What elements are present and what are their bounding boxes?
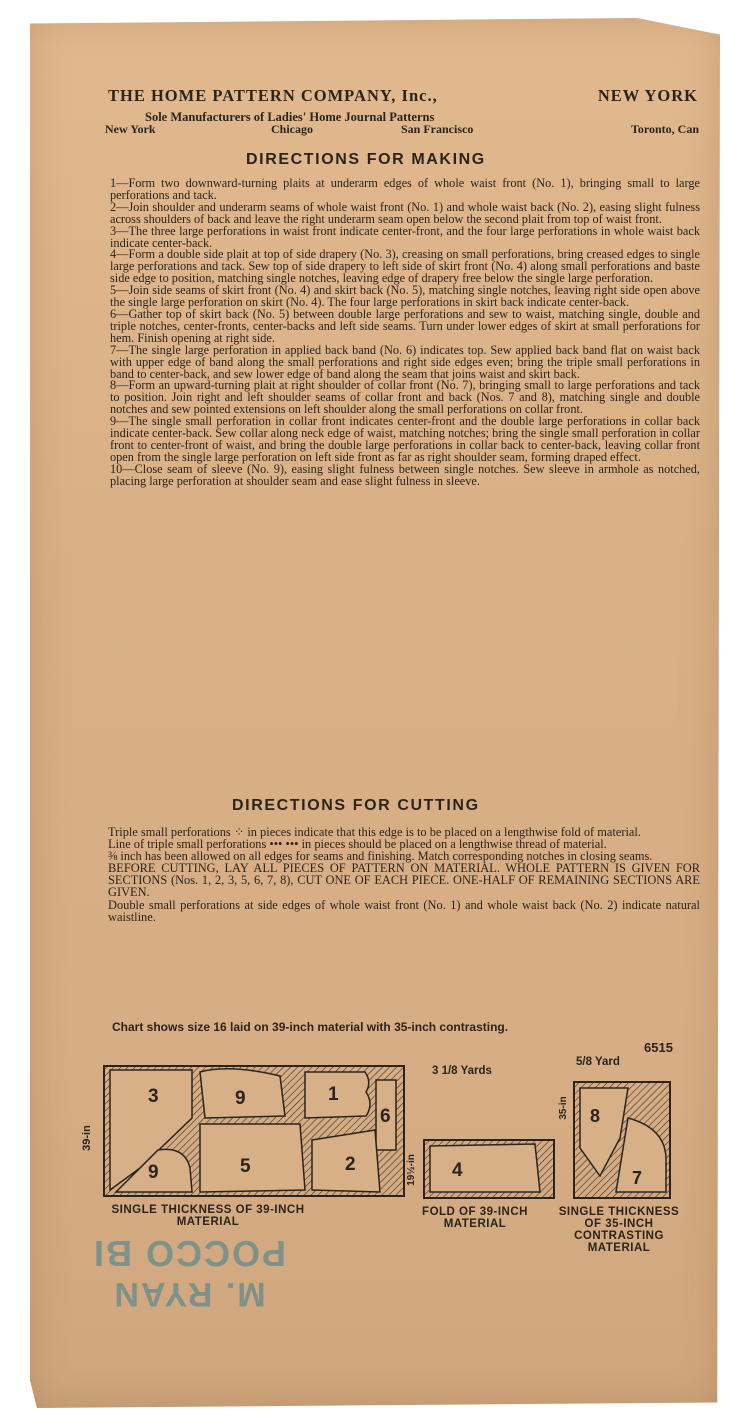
making-step: 1—Form two downward-turning plaits at underarm edges of whole waist front (No. 1), bringing small to large perforations and tack. <box>110 176 700 202</box>
label-fold-39: FOLD OF 39-INCH MATERIAL <box>422 1206 528 1230</box>
city-chicago: Chicago <box>271 122 313 136</box>
label-single-39: SINGLE THICKNESS OF 39-INCH MATERIAL <box>111 1204 305 1228</box>
company-subtitle: Sole Manufacturers of Ladies' Home Journal Patterns <box>145 110 435 124</box>
piece-label: 8 <box>590 1106 601 1126</box>
company-left: THE HOME PATTERN COMPANY, Inc., <box>108 86 438 105</box>
making-step: 3—The three large perforations in waist front indicate center-front, and the four large perforations in whole waist back indicate center-back. <box>110 223 700 250</box>
piece-label: 1 <box>328 1084 339 1105</box>
city-list <box>105 122 699 138</box>
cutting-title: DIRECTIONS FOR CUTTING <box>232 797 480 814</box>
ink-stamp <box>92 1232 286 1313</box>
making-title: DIRECTIONS FOR MAKING <box>246 151 486 168</box>
cutting-directions <box>108 826 700 923</box>
piece-label: 5 <box>240 1156 251 1177</box>
dim-19half: 19½-in <box>406 1154 417 1186</box>
making-step: 6—Gather top of skirt back (No. 5) between double large perforations and sew to waist, matching single, double and triple notches, center-fronts, center-backs and left side seams. Turn under lower edges of skirt at small perforations for hem. Finish opening at right side. <box>110 306 700 345</box>
making-step: 7—The single large perforation in applied back band (No. 6) indicates top. Sew applied back band flat on waist back with upper edge of band along the small perforations and right side edges even; bring the triple small perforations in band to center-back, and sew lower edge of band along the seam that joins waist and skirt back. <box>110 342 700 381</box>
layout-fold-39 <box>406 1065 554 1198</box>
making-step: 4—Form a double side plait at top of side drapery (No. 3), creasing on small perforations, bring creased edges to single large perforations and tack. Sew top of side drapery to left side of skirt front (No. 4) along small perforations and baste side edge to position, matching single notches, leaving edge of drapery free below the single large perforation. <box>110 247 700 286</box>
company-city: NEW YORK <box>597 86 698 105</box>
chart-note: Chart shows size 16 laid on 39-inch material with 35-inch contrasting. <box>112 1020 509 1034</box>
contrast-yardage: 5/8 Yard <box>576 1056 620 1068</box>
making-step: 8—Form an upward-turning plait at right shoulder of collar front (No. 7), bringing small to large perforations and tack to position. Join right and left shoulder seams of collar front and back (Nos. 7 and 8), matching single and double notches and sew pointed extensions on left shoulder along the small perforations on collar front. <box>110 378 700 417</box>
piece-5-shape <box>200 1124 305 1192</box>
stamp-line-2: POCCO BI <box>92 1233 287 1274</box>
cutting-paragraph: Double small perforations at side edges of whole waist front (No. 1) and whole waist back (No. 2) indicate natural waistline. <box>108 897 700 924</box>
piece-label: 7 <box>632 1168 643 1188</box>
piece-4-shape <box>430 1144 540 1192</box>
city-toronto: Toronto, Can <box>630 122 699 136</box>
piece-label: 4 <box>452 1160 463 1181</box>
piece-label: 2 <box>345 1154 356 1175</box>
pattern-number: 6515 <box>644 1040 673 1055</box>
piece-label: 9 <box>148 1162 159 1183</box>
making-steps <box>110 178 700 488</box>
city-new-york: New York <box>105 122 156 136</box>
cutting-paragraph: Line of triple small perforations ••• ••• in pieces should be placed on a lengthwise thread of material. <box>108 837 607 852</box>
making-step: 5—Join side seams of skirt front (No. 4) and skirt back (No. 5), matching single notches, leaving right side open above the single large perforation on skirt (No. 4). The four large perforations in skirt back indicate center-back. <box>110 283 700 310</box>
making-step: 10—Close seam of sleeve (No. 9), easing slight fulness between single notches. Sew sleeve in armhole as notched, placing large perforation at shoulder seam and ease slight fulness in sleeve. <box>110 461 700 488</box>
layout-contrast-35 <box>558 1082 670 1198</box>
cutting-paragraph: ⅜ inch has been allowed on all edges for seams and finishing. Match corresponding notches in closing seams. <box>108 849 653 864</box>
mid-yardage: 3 1/8 Yards <box>432 1065 492 1077</box>
piece-label: 3 <box>148 1086 159 1107</box>
label-contrast-35: SINGLE THICKNESS OF 35-INCH CONTRASTING MATERIAL <box>558 1206 680 1254</box>
making-step: 9—The single small perforation in collar front indicates center-front and the double large perforations in collar back indicate center-back. Sew collar along neck edge of waist, matching notches; bring the single small perforation in collar front to center-front of waist, and bring the double large perforations in collar back to center-back, leaving collar front open from the single large perforation on left side front as far as right shoulder seam, forming draped effect. <box>110 414 700 464</box>
cutting-paragraph: BEFORE CUTTING, LAY ALL PIECES OF PATTERN ON MATERIAL. WHOLE PATTERN IS GIVEN FOR SECTIONS (Nos. 1, 2, 3, 5, 6, 7, 8), CUT ONE OF EACH PIECE. ONE-HALF OF REMAINING SECTIONS ARE GIVEN. <box>108 861 700 900</box>
making-step: 2—Join shoulder and underarm seams of whole waist front (No. 1) and whole waist back (No. 2), easing slight fulness across shoulders of back and leave the right underarm seam open below the second plait from top of waist front. <box>110 199 700 226</box>
piece-label: 6 <box>380 1106 391 1127</box>
piece-label: 9 <box>235 1088 246 1109</box>
city-san-francisco: San Francisco <box>401 122 474 136</box>
stamp-line-1: M. RYAN <box>112 1275 266 1313</box>
dim-35in: 35-in <box>558 1096 569 1120</box>
layout-single-39 <box>81 1066 404 1196</box>
cutting-paragraph: Triple small perforations ⁘ in pieces indicate that this edge is to be placed on a lengthwise fold of material. <box>108 825 641 839</box>
dim-39in: 39-in <box>81 1125 93 1151</box>
